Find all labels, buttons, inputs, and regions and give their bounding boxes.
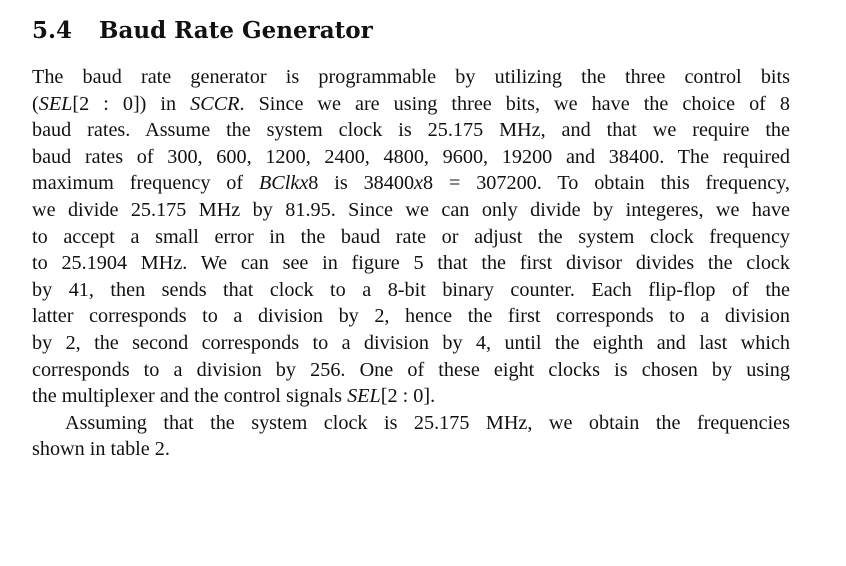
paragraph-1 <box>32 64 790 410</box>
section-title: Baud Rate Generator <box>99 17 373 44</box>
text-line: maximum frequency of BClkx8 is 38400x8 = 307200. To obtain this frequency, <box>32 172 790 195</box>
document-page <box>32 14 790 463</box>
text-line: by 41, then sends that clock to a 8-bit binary counter. Each flip-flop of the <box>32 278 790 301</box>
text-line: corresponds to a division by 256. One of these eight clocks is chosen by using <box>32 358 790 381</box>
text-line: baud rates. Assume the system clock is 25.175 MHz, and that we require the <box>32 119 790 142</box>
text-line: shown in table 2. <box>32 438 170 461</box>
math-symbol: SEL <box>38 92 73 115</box>
text-line: to 25.1904 MHz. We can see in figure 5 that the first divisor divides the clock <box>32 252 790 275</box>
paragraph-2 <box>32 410 790 463</box>
text-line: latter corresponds to a division by 2, hence the first corresponds to a division <box>32 305 790 328</box>
text-line: the multiplexer and the control signals SEL[2 : 0]. <box>32 385 436 408</box>
math-symbol: SCCR <box>190 92 240 115</box>
section-number: 5.4 <box>32 17 73 44</box>
text-line: by 2, the second corresponds to a division by 4, until the eighth and last which <box>32 331 790 354</box>
section-heading <box>32 14 790 48</box>
text-line: Assuming that the system clock is 25.175 MHz, we obtain the frequencies <box>65 411 790 434</box>
math-symbol: SEL <box>347 385 381 408</box>
text-line: baud rates of 300, 600, 1200, 2400, 4800, 9600, 19200 and 38400. The required <box>32 145 790 168</box>
text-line: we divide 25.175 MHz by 81.95. Since we can only divide by integeres, we have <box>32 198 790 221</box>
text-line: The baud rate generator is programmable by utilizing the three control bits <box>32 66 790 88</box>
text-line: (SEL[2 : 0]) in SCCR. Since we are using three bits, we have the choice of 8 <box>32 92 791 115</box>
math-symbol: x <box>414 172 424 195</box>
math-symbol: BClkx <box>258 172 309 195</box>
text-line: to accept a small error in the baud rate or adjust the system clock frequency <box>32 225 790 248</box>
